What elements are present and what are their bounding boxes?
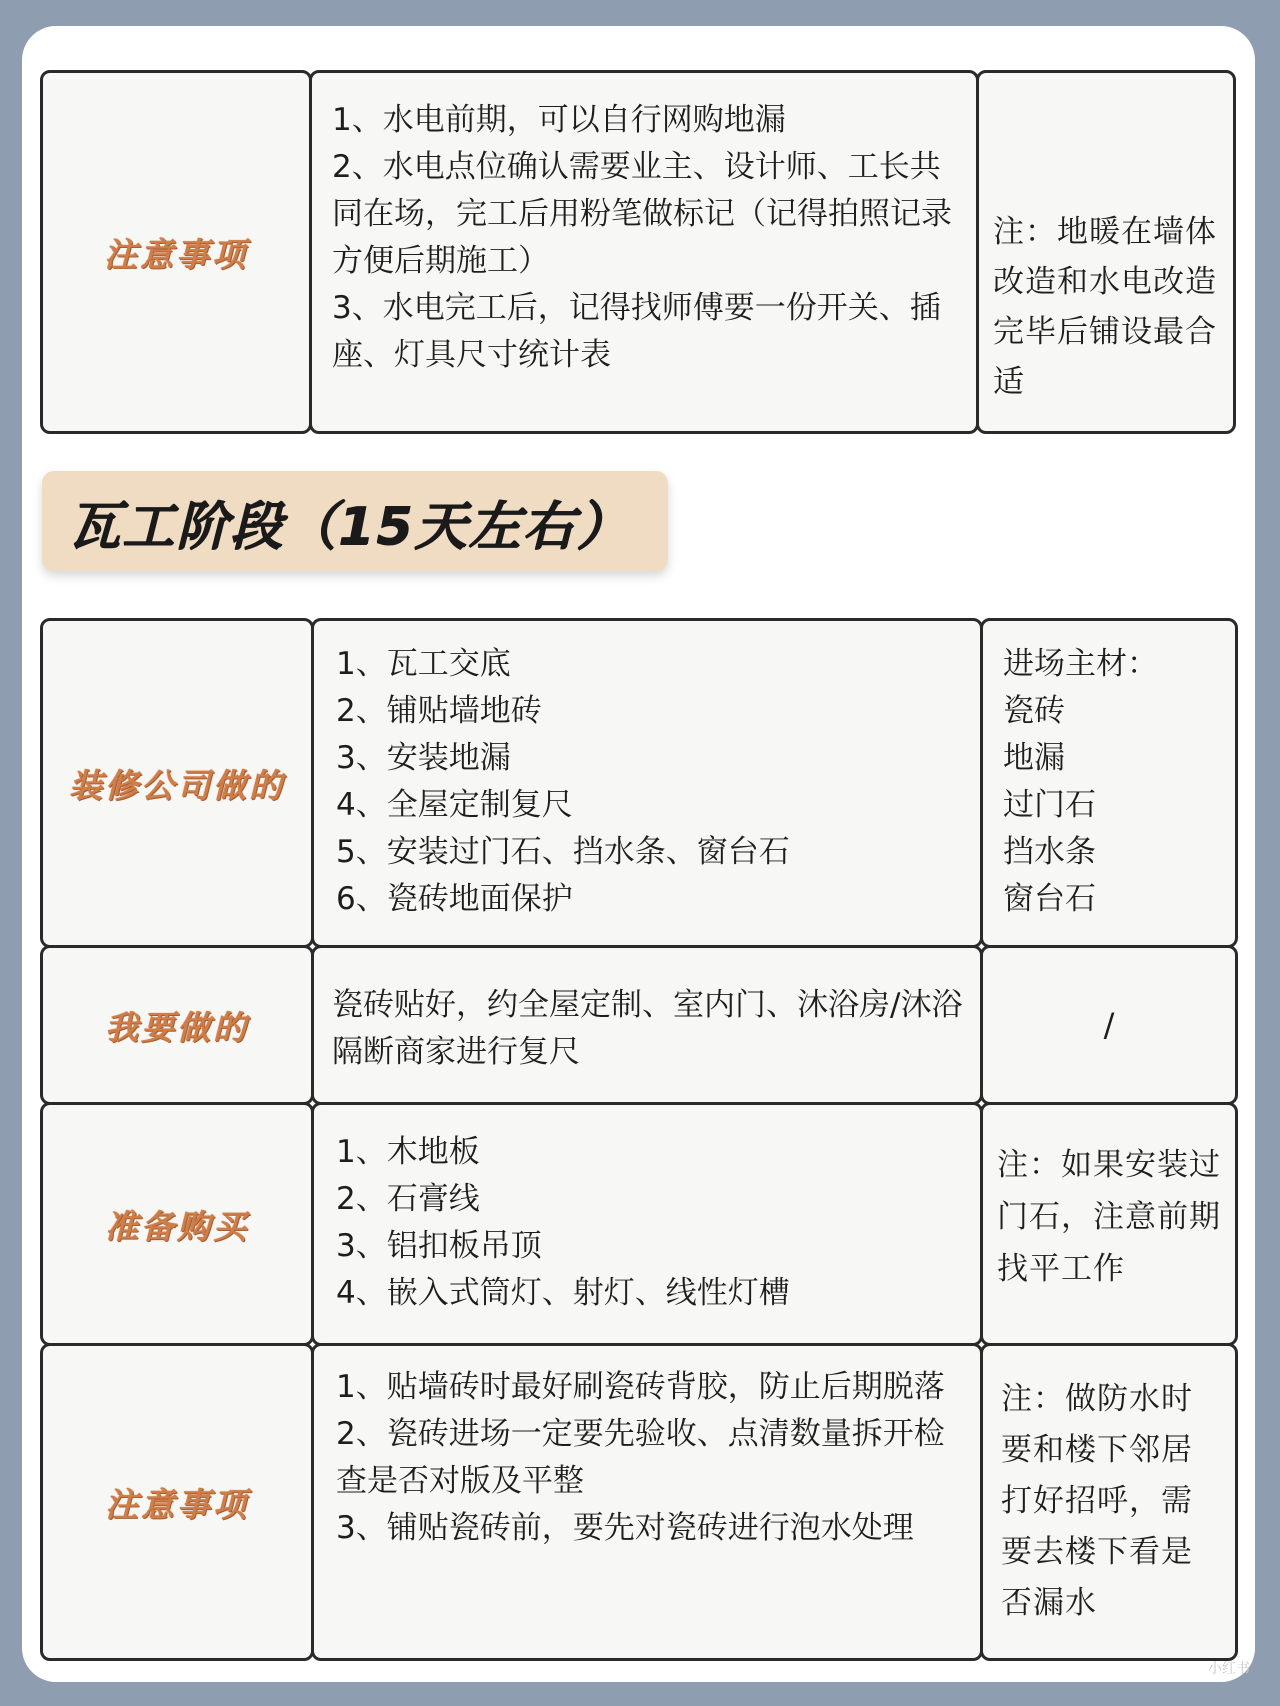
row-label-cell: [40, 1102, 314, 1346]
row-label-cell: [40, 1343, 314, 1661]
section-banner: [42, 471, 668, 571]
row-note-cell: [980, 1102, 1238, 1346]
row-items-cell: [311, 1102, 983, 1346]
list-item: 瓷砖贴好，约全屋定制、室内门、沐浴房/沐浴隔断商家进行复尺: [332, 987, 963, 1070]
row-items-cell: [311, 945, 983, 1105]
row-label-cell: [40, 618, 314, 948]
watermark: 小红书: [1208, 1661, 1250, 1677]
list-item: 2、瓷砖进场一定要先验收、点清数量拆开检查是否对版及平整: [336, 1416, 945, 1499]
row-label: 注意事项: [104, 234, 248, 274]
list-item: 3、水电完工后，记得找师傅要一份开关、插座、灯具尺寸统计表: [332, 290, 941, 373]
note-line: 挡水条: [1003, 834, 1096, 870]
row-label: 准备购买: [105, 1206, 249, 1246]
note-line: 窗台石: [1003, 881, 1096, 917]
row-label-cell: [40, 945, 314, 1105]
list-item: 6、瓷砖地面保护: [336, 881, 573, 917]
top-items-cell: [309, 70, 979, 434]
list-item: 4、嵌入式筒灯、射灯、线性灯槽: [336, 1275, 790, 1311]
top-label-cell: [40, 70, 312, 434]
list-item: 2、石膏线: [336, 1181, 480, 1217]
section-title: 瓦工阶段（15天左右）: [68, 496, 631, 557]
row-note-cell: [980, 618, 1238, 948]
row-items-cell: [311, 618, 983, 948]
row-label: 注意事项: [105, 1484, 249, 1524]
row-note-cell: [980, 945, 1238, 1105]
list-item: 1、瓦工交底: [336, 646, 511, 682]
list-item: 1、贴墙砖时最好刷瓷砖背胶，防止后期脱落: [336, 1369, 945, 1405]
list-item: 4、全屋定制复尺: [336, 787, 573, 823]
note-line: 地漏: [1003, 740, 1065, 776]
top-note-cell: [976, 70, 1236, 434]
list-item: 3、安装地漏: [336, 740, 511, 776]
list-item: 2、水电点位确认需要业主、设计师、工长共同在场，完工后用粉笔做标记（记得拍照记录方便后期施工）: [332, 149, 952, 279]
note-text: 注：如果安装过门石，注意前期找平工作: [997, 1147, 1221, 1287]
note-line: 过门石: [1003, 787, 1096, 823]
list-item: 3、铝扣板吊顶: [336, 1228, 542, 1264]
note-text: 注：做防水时要和楼下邻居打好招呼，需要去楼下看是否漏水: [1001, 1381, 1193, 1621]
row-items-cell: [311, 1343, 983, 1661]
list-item: 1、水电前期，可以自行网购地漏: [332, 102, 786, 138]
note-text: /: [1103, 1006, 1115, 1044]
list-item: 3、铺贴瓷砖前，要先对瓷砖进行泡水处理: [336, 1510, 914, 1546]
note-line: 瓷砖: [1003, 693, 1065, 729]
row-label: 我要做的: [105, 1007, 249, 1047]
list-item: 5、安装过门石、挡水条、窗台石: [336, 834, 790, 870]
list-item: 2、铺贴墙地砖: [336, 693, 542, 729]
note-line: 进场主材：: [1003, 646, 1158, 682]
note-text: 注：地暖在墙体改造和水电改造完毕后铺设最合适: [993, 214, 1217, 400]
row-note-cell: [980, 1343, 1238, 1661]
row-label: 装修公司做的: [69, 765, 285, 805]
list-item: 1、木地板: [336, 1134, 480, 1170]
